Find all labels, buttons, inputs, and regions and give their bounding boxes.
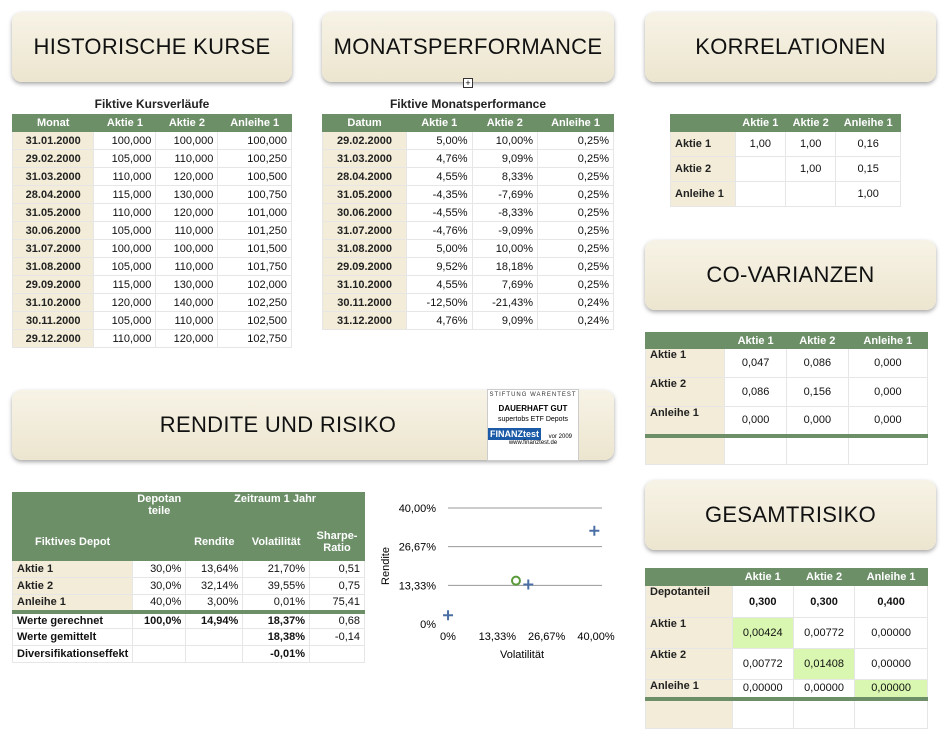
- row-label: Aktie 1: [671, 132, 736, 157]
- row-label: 31.07.2000: [323, 222, 407, 240]
- header-co-varianzen: CO-VARIANZEN: [645, 240, 936, 310]
- rendite-header: Rendite: [186, 523, 243, 561]
- volatilitaet-header: Volatilität: [243, 523, 310, 561]
- table-cell: 0,51: [310, 561, 365, 578]
- table-cell: [793, 699, 854, 729]
- table-cell: -8,33%: [472, 204, 538, 222]
- row-label: 30.11.2000: [323, 294, 407, 312]
- table-row: [646, 378, 928, 407]
- row-label: Aktie 2: [646, 649, 733, 680]
- table-cell: 102,000: [218, 276, 292, 294]
- badge-date: vor 2009: [548, 434, 572, 440]
- table-cell: 0,25%: [538, 186, 614, 204]
- table-cell: [186, 646, 243, 663]
- finanztest-badge: [487, 389, 579, 461]
- row-label: 29.02.2000: [323, 132, 407, 150]
- table-cell: 130,000: [156, 276, 218, 294]
- table-row: [13, 258, 292, 276]
- table-cell: -4,35%: [406, 186, 472, 204]
- table-row: [13, 132, 292, 150]
- table-cell: 0,000: [848, 378, 927, 407]
- add-icon[interactable]: +: [463, 78, 473, 88]
- covarianz-table: [645, 332, 928, 465]
- data-point-circle: [512, 577, 520, 585]
- table-row: [323, 204, 614, 222]
- row-label: 31.10.2000: [13, 294, 94, 312]
- table-cell: [732, 699, 793, 729]
- table-cell: 4,76%: [406, 150, 472, 168]
- table-row: [646, 436, 928, 465]
- row-label: Diversifikationseffekt: [13, 646, 133, 663]
- table-cell: 1,00: [785, 157, 835, 182]
- table-cell: 1,00: [785, 132, 835, 157]
- table-cell: 0,00000: [855, 618, 928, 649]
- table-cell: 0,400: [855, 586, 928, 618]
- table-cell: 100,250: [218, 150, 292, 168]
- row-label: 31.10.2000: [323, 276, 407, 294]
- row-label: 31.08.2000: [323, 240, 407, 258]
- depot-table: [12, 492, 365, 663]
- korrelation-table: [670, 114, 901, 207]
- table-cell: 30,0%: [133, 561, 186, 578]
- column-header: Monat: [13, 115, 94, 132]
- table-cell: 101,500: [218, 240, 292, 258]
- table-cell: -4,55%: [406, 204, 472, 222]
- column-header: Anleihe 1: [836, 115, 901, 132]
- table-row: [13, 222, 292, 240]
- table-cell: 110,000: [94, 204, 156, 222]
- row-label: 30.11.2000: [13, 312, 94, 330]
- table-cell: 0,25%: [538, 132, 614, 150]
- table-cell: 18,37%: [243, 612, 310, 629]
- table-row: [13, 186, 292, 204]
- row-label: 31.05.2000: [323, 186, 407, 204]
- column-header: Anleihe 1: [855, 569, 928, 586]
- table-row: [323, 240, 614, 258]
- kurse-table: [12, 114, 292, 348]
- table-cell: 10,00%: [472, 132, 538, 150]
- table-cell: 110,000: [156, 258, 218, 276]
- table-cell: 32,14%: [186, 578, 243, 595]
- table-cell: 0,300: [793, 586, 854, 618]
- table-cell: 0,25%: [538, 258, 614, 276]
- table-cell: 30,0%: [133, 578, 186, 595]
- row-label: 31.07.2000: [13, 240, 94, 258]
- table-cell: 102,750: [218, 330, 292, 348]
- table-cell: 0,00772: [793, 618, 854, 649]
- x-tick-label: 13,33%: [478, 631, 516, 643]
- table-cell: -12,50%: [406, 294, 472, 312]
- table-cell: 100,500: [218, 168, 292, 186]
- table-row: [323, 312, 614, 330]
- table-cell: 100,000: [156, 240, 218, 258]
- column-header: [671, 115, 736, 132]
- table-row: [323, 258, 614, 276]
- table-cell: -9,09%: [472, 222, 538, 240]
- row-label: Aktie 1: [646, 349, 725, 378]
- gesamtrisiko-table: [645, 568, 928, 729]
- table-cell: 14,94%: [186, 612, 243, 629]
- monat-title: Fiktive Monatsperformance: [389, 97, 547, 111]
- table-cell: 0,300: [732, 586, 793, 618]
- row-label: 31.05.2000: [13, 204, 94, 222]
- table-cell: 18,38%: [243, 629, 310, 646]
- x-tick-label: 0%: [440, 631, 456, 643]
- row-label: Aktie 1: [13, 561, 133, 578]
- table-row: [13, 595, 365, 612]
- table-row: [646, 699, 928, 729]
- table-cell: 0,000: [848, 407, 927, 436]
- table-row: [646, 680, 928, 699]
- table-cell: 110,000: [156, 312, 218, 330]
- row-label: 29.09.2000: [323, 258, 407, 276]
- row-label: Werte gerechnet: [13, 612, 133, 629]
- row-label: 30.06.2000: [13, 222, 94, 240]
- table-cell: 105,000: [94, 222, 156, 240]
- header-monatsperformance: MONATSPERFORMANCE: [322, 12, 614, 82]
- table-cell: 8,33%: [472, 168, 538, 186]
- table-cell: 0,000: [848, 349, 927, 378]
- table-cell: 75,41: [310, 595, 365, 612]
- depotanteile-header: Depotan teile: [133, 493, 186, 523]
- column-header: Datum: [323, 115, 407, 132]
- table-cell: 0,01%: [243, 595, 310, 612]
- column-header: Aktie 2: [156, 115, 218, 132]
- badge-top: STIFTUNG WARENTEST: [489, 392, 577, 398]
- table-row: [13, 150, 292, 168]
- row-label: 31.01.2000: [13, 132, 94, 150]
- table-cell: 13,64%: [186, 561, 243, 578]
- table-cell: 0,000: [786, 407, 848, 436]
- table-cell: 3,00%: [186, 595, 243, 612]
- data-point-plus: [589, 526, 599, 536]
- table-row: [13, 168, 292, 186]
- table-row: [13, 561, 365, 578]
- column-header: [646, 569, 733, 586]
- table-row: [13, 312, 292, 330]
- table-cell: 102,500: [218, 312, 292, 330]
- y-axis-label: Rendite: [380, 547, 392, 585]
- table-cell: [848, 436, 927, 465]
- table-cell: 102,250: [218, 294, 292, 312]
- table-cell: 100,750: [218, 186, 292, 204]
- table-row: [646, 649, 928, 680]
- table-cell: 0,15: [836, 157, 901, 182]
- table-cell: 10,00%: [472, 240, 538, 258]
- row-label: 31.08.2000: [13, 258, 94, 276]
- table-cell: 0,25%: [538, 276, 614, 294]
- table-cell: 140,000: [156, 294, 218, 312]
- column-header: Aktie 1: [725, 333, 787, 349]
- table-cell: [186, 629, 243, 646]
- row-label: Anleihe 1: [13, 595, 133, 612]
- table-row: [13, 330, 292, 348]
- row-label: 29.02.2000: [13, 150, 94, 168]
- table-cell: 120,000: [156, 204, 218, 222]
- table-cell: 18,18%: [472, 258, 538, 276]
- row-label: 31.03.2000: [323, 150, 407, 168]
- table-cell: 9,09%: [472, 150, 538, 168]
- badge-main: DAUERHAFT GUT: [498, 404, 568, 413]
- table-cell: 100,000: [218, 132, 292, 150]
- column-header: Aktie 1: [732, 569, 793, 586]
- y-tick-label: 13,33%: [398, 580, 436, 593]
- table-cell: 0,24%: [538, 294, 614, 312]
- table-cell: 0,086: [786, 349, 848, 378]
- table-cell: 0,00424: [732, 618, 793, 649]
- table-cell: 100,000: [156, 132, 218, 150]
- table-cell: 39,55%: [243, 578, 310, 595]
- table-row: [13, 578, 365, 595]
- table-cell: 101,750: [218, 258, 292, 276]
- table-cell: 120,000: [94, 294, 156, 312]
- header-korrelationen: KORRELATIONEN: [645, 12, 936, 82]
- table-cell: 0,00000: [732, 680, 793, 699]
- table-row: [671, 182, 901, 207]
- table-cell: 130,000: [156, 186, 218, 204]
- table-cell: 0,25%: [538, 168, 614, 186]
- table-cell: 115,000: [94, 276, 156, 294]
- table-cell: 0,25%: [538, 222, 614, 240]
- row-label: 29.09.2000: [13, 276, 94, 294]
- summary-row: [13, 646, 365, 663]
- summary-row: [13, 612, 365, 629]
- table-row: [323, 276, 614, 294]
- column-header: Anleihe 1: [538, 115, 614, 132]
- table-cell: 0,000: [725, 407, 787, 436]
- scatter-chart: [375, 495, 615, 665]
- depot-name-header: Fiktives Depot: [13, 523, 133, 561]
- table-cell: 4,55%: [406, 168, 472, 186]
- table-cell: 9,09%: [472, 312, 538, 330]
- table-cell: 110,000: [156, 222, 218, 240]
- table-cell: [725, 436, 787, 465]
- summary-row: [13, 629, 365, 646]
- table-cell: 9,52%: [406, 258, 472, 276]
- table-cell: 120,000: [156, 330, 218, 348]
- table-row: [323, 222, 614, 240]
- table-cell: 110,000: [94, 168, 156, 186]
- y-tick-label: 26,67%: [398, 541, 436, 554]
- y-tick-label: 40,00%: [398, 503, 436, 515]
- table-cell: 0,75: [310, 578, 365, 595]
- table-cell: -0,14: [310, 629, 365, 646]
- table-cell: 0,086: [725, 378, 787, 407]
- data-point-plus: [523, 579, 533, 589]
- column-header: Aktie 1: [406, 115, 472, 132]
- table-cell: [735, 182, 785, 207]
- table-cell: 21,70%: [243, 561, 310, 578]
- table-cell: [735, 157, 785, 182]
- column-header: Aktie 1: [735, 115, 785, 132]
- badge-sub: supertobs ETF Depots: [497, 416, 569, 423]
- finanztest-logo: FINANZtest: [490, 429, 539, 439]
- kurse-title: Fiktive Kursverläufe: [94, 97, 210, 111]
- row-label: Anleihe 1: [646, 680, 733, 699]
- table-cell: [786, 436, 848, 465]
- column-header: Aktie 1: [94, 115, 156, 132]
- row-label: Aktie 2: [671, 157, 736, 182]
- table-cell: [785, 182, 835, 207]
- table-cell: [855, 699, 928, 729]
- data-point-plus: [443, 610, 453, 620]
- header-rendite-risiko: RENDITE UND RISIKO: [12, 390, 614, 460]
- table-cell: 105,000: [94, 258, 156, 276]
- column-header: Aktie 2: [786, 333, 848, 349]
- table-cell: 100,000: [94, 132, 156, 150]
- row-label: 31.12.2000: [323, 312, 407, 330]
- x-tick-label: 26,67%: [528, 631, 566, 643]
- table-row: [323, 150, 614, 168]
- table-cell: 4,55%: [406, 276, 472, 294]
- table-cell: 0,25%: [538, 150, 614, 168]
- table-cell: 40,0%: [133, 595, 186, 612]
- row-label: Anleihe 1: [671, 182, 736, 207]
- table-cell: 0,24%: [538, 312, 614, 330]
- table-cell: 110,000: [94, 330, 156, 348]
- row-label: Werte gemittelt: [13, 629, 133, 646]
- row-label: 28.04.2000: [323, 168, 407, 186]
- table-row: [646, 407, 928, 436]
- column-header: Aktie 2: [472, 115, 538, 132]
- table-row: [13, 294, 292, 312]
- table-cell: 105,000: [94, 150, 156, 168]
- table-row: [13, 240, 292, 258]
- table-cell: 0,16: [836, 132, 901, 157]
- table-cell: 105,000: [94, 312, 156, 330]
- column-header: Aktie 2: [793, 569, 854, 586]
- table-row: [13, 204, 292, 222]
- table-row: [671, 132, 901, 157]
- zeitraum-header: Zeitraum 1 Jahr: [186, 493, 365, 523]
- table-row: [646, 618, 928, 649]
- table-row: [323, 168, 614, 186]
- table-cell: [133, 629, 186, 646]
- table-cell: 1,00: [735, 132, 785, 157]
- table-cell: [310, 646, 365, 663]
- row-label: 29.12.2000: [13, 330, 94, 348]
- badge-url: www.finanztest.de: [508, 440, 558, 446]
- row-label: 31.03.2000: [13, 168, 94, 186]
- table-cell: 1,00: [836, 182, 901, 207]
- table-cell: 5,00%: [406, 132, 472, 150]
- table-cell: 0,156: [786, 378, 848, 407]
- monat-table: [322, 114, 614, 330]
- row-label: Aktie 2: [646, 378, 725, 407]
- table-row: [13, 276, 292, 294]
- table-cell: 100,0%: [133, 612, 186, 629]
- row-label: Aktie 2: [13, 578, 133, 595]
- row-label: Anleihe 1: [646, 407, 725, 436]
- table-cell: -21,43%: [472, 294, 538, 312]
- table-row: [323, 294, 614, 312]
- table-cell: 110,000: [156, 150, 218, 168]
- table-cell: 0,25%: [538, 204, 614, 222]
- table-cell: [133, 646, 186, 663]
- table-cell: 7,69%: [472, 276, 538, 294]
- table-cell: 4,76%: [406, 312, 472, 330]
- table-cell: 0,00000: [855, 649, 928, 680]
- column-header: Aktie 2: [785, 115, 835, 132]
- table-cell: 0,00000: [793, 680, 854, 699]
- table-cell: -4,76%: [406, 222, 472, 240]
- table-cell: 5,00%: [406, 240, 472, 258]
- table-cell: 0,00772: [732, 649, 793, 680]
- table-row: [323, 186, 614, 204]
- row-label: Depotanteil: [646, 586, 733, 618]
- header-gesamtrisiko: GESAMTRISIKO: [645, 480, 936, 550]
- row-label: [646, 436, 725, 465]
- x-tick-label: 40,00%: [577, 631, 615, 643]
- table-cell: 115,000: [94, 186, 156, 204]
- table-cell: 100,000: [94, 240, 156, 258]
- table-cell: 0,01408: [793, 649, 854, 680]
- y-tick-label: 0%: [420, 619, 436, 631]
- table-cell: -7,69%: [472, 186, 538, 204]
- row-label: 30.06.2000: [323, 204, 407, 222]
- table-cell: 101,250: [218, 222, 292, 240]
- column-header: Anleihe 1: [218, 115, 292, 132]
- table-cell: 101,000: [218, 204, 292, 222]
- header-historische-kurse: HISTORISCHE KURSE: [12, 12, 292, 82]
- table-row: [646, 349, 928, 378]
- table-row: [671, 157, 901, 182]
- table-cell: 0,25%: [538, 240, 614, 258]
- table-row: [323, 132, 614, 150]
- column-header: [646, 333, 725, 349]
- x-axis-label: Volatilität: [499, 649, 545, 661]
- table-cell: 0,68: [310, 612, 365, 629]
- row-label: [646, 699, 733, 729]
- table-cell: 120,000: [156, 168, 218, 186]
- row-label: 28.04.2000: [13, 186, 94, 204]
- column-header: Anleihe 1: [848, 333, 927, 349]
- row-label: Aktie 1: [646, 618, 733, 649]
- table-row: [646, 586, 928, 618]
- sharpe-header: Sharpe-Ratio: [310, 523, 365, 561]
- table-cell: 0,047: [725, 349, 787, 378]
- table-cell: -0,01%: [243, 646, 310, 663]
- table-cell: 0,00000: [855, 680, 928, 699]
